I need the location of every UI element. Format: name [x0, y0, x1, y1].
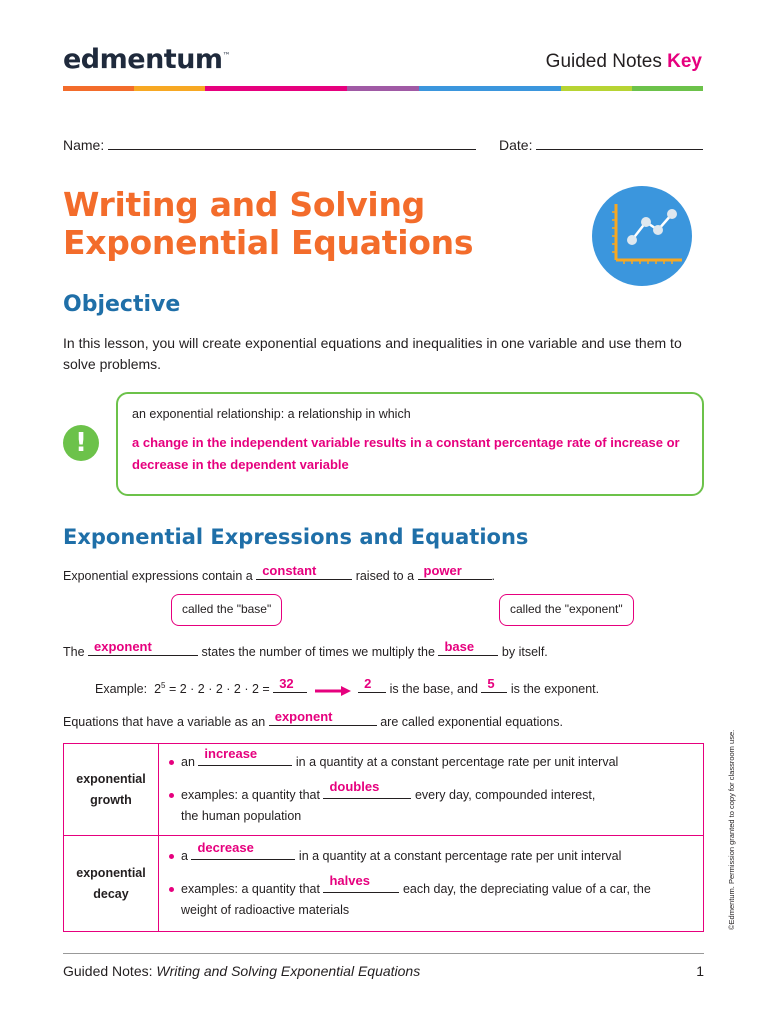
section-heading: Exponential Expressions and Equations [63, 525, 529, 549]
answer-32: 32 [279, 676, 294, 691]
exponent-sentence: The exponent states the number of times we multiply the base by itself. [63, 639, 548, 659]
answer-constant: constant [262, 563, 317, 578]
arrow-icon [315, 685, 351, 695]
growth-decay-table [63, 743, 704, 932]
copyright-note: ©Edmentum. Permission granted to copy for classroom use. [727, 729, 736, 930]
stripe-segment [561, 86, 632, 91]
list-item: examples: a quantity that halves each day, the depreciating value of a car, the weight of radioactive materials [167, 879, 703, 921]
equation-sentence: Equations that have a variable as an exponent are called exponential equations. [63, 709, 563, 729]
footer-divider [63, 953, 704, 954]
objective-heading: Objective [63, 292, 181, 317]
answer-power: power [423, 563, 462, 578]
page-title: Writing and Solving Exponential Equations [63, 185, 474, 262]
row-label-growth: exponential growth [64, 744, 159, 836]
key-label: Key [667, 51, 702, 72]
footer-title: Guided Notes: Writing and Solving Exponential Equations [63, 963, 421, 979]
list-item: examples: a quantity that doubles every day, compounded interest, the human population [167, 785, 703, 827]
stripe-segment [419, 86, 490, 91]
stripe-segment [490, 86, 561, 91]
list-item: an increase in a quantity at a constant percentage rate per unit interval [167, 752, 703, 773]
objective-text: In this lesson, you will create exponential equations and inequalities in one variable and use them to solve problems. [63, 335, 682, 372]
stripe-segment [205, 86, 276, 91]
answer-exponent: exponent [94, 639, 152, 654]
expression-sentence: Exponential expressions contain a constant raised to a power . [63, 563, 496, 583]
answer-base: base [444, 639, 475, 654]
stripe-segment [632, 86, 703, 91]
callout-base: called the "base" [171, 594, 282, 626]
answer-exponent-2: exponent [274, 709, 333, 724]
stripe-segment [347, 86, 418, 91]
stripe-segment [63, 86, 134, 91]
table-row [64, 744, 704, 836]
row-label-decay: exponential decay [64, 836, 159, 932]
answer-2: 2 [364, 676, 372, 691]
exclamation-icon: ! [63, 425, 99, 461]
callout-exponent: called the "exponent" [499, 594, 634, 626]
definition-answer: a change in the independent variable results in a constant percentage rate of increase or decrease in the dependent variable [132, 435, 680, 472]
line-chart-icon [592, 186, 692, 286]
definition-box [116, 392, 704, 496]
edmentum-logo: edmentum™ [63, 44, 231, 75]
doc-type-label: Guided Notes Key [545, 51, 702, 72]
definition-lead: an exponential relationship: a relationship in which [132, 407, 411, 421]
color-stripe [63, 86, 703, 91]
date-field[interactable]: Date: [499, 136, 703, 153]
name-field[interactable]: Name: [63, 136, 476, 153]
table-row [64, 836, 704, 932]
stripe-segment [134, 86, 205, 91]
example-line: Example: $2^5 = 2 \cdot 2 \cdot 2 \cdot 2 \cdot 2$ = 32 2 is the base, and 5 is the exponent. [95, 676, 600, 696]
stripe-segment [276, 86, 347, 91]
list-item: a decrease in a quantity at a constant percentage rate per unit interval [167, 846, 703, 867]
page-number: 1 [696, 963, 704, 979]
answer-5: 5 [487, 676, 495, 691]
